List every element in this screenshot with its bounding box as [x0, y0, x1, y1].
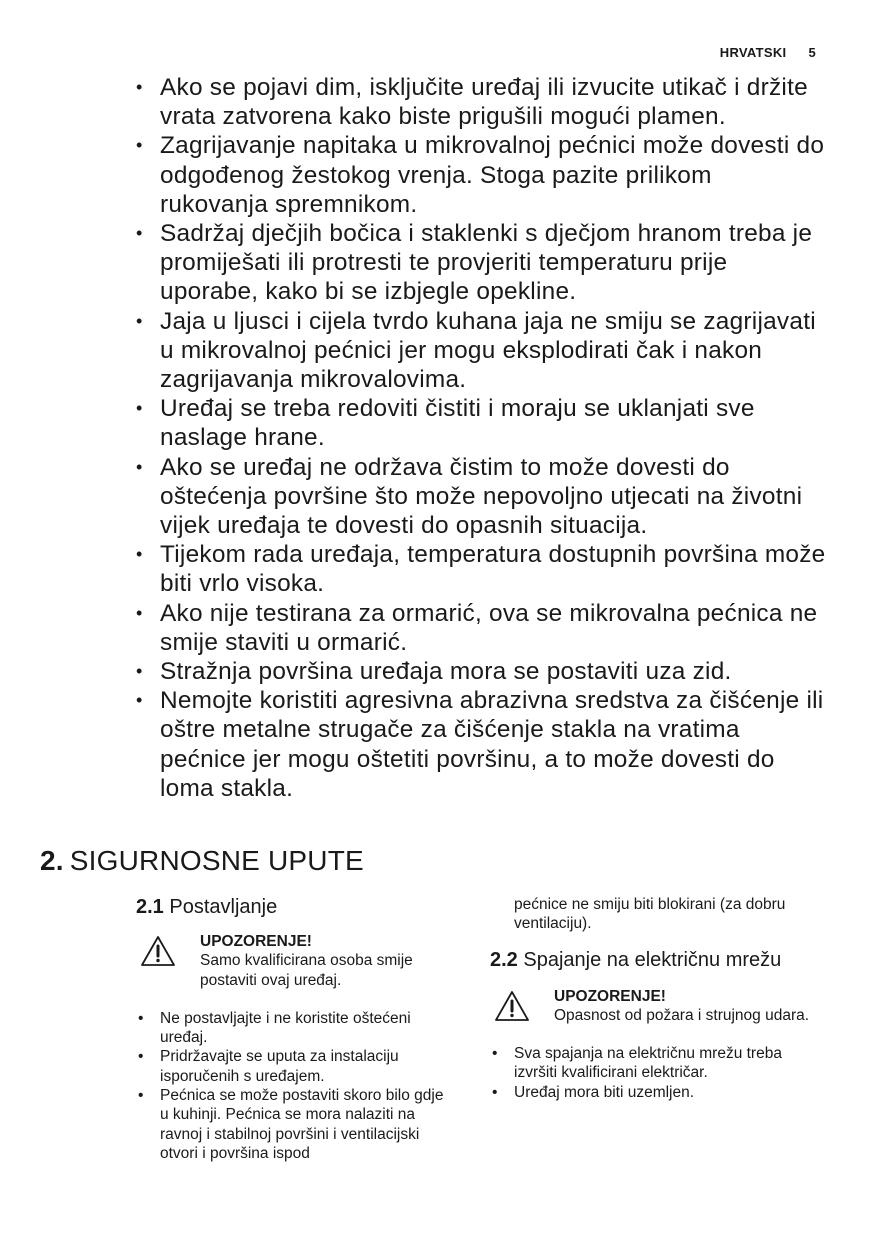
list-item: • Ako se uređaj ne održava čistim to može dovesti do oštećenja površine što može nepovoljno utjecati na životni vijek uređaja te dovesti do opasnih situacija. [136, 453, 826, 541]
list-item: • Uređaj mora biti uzemljen. [490, 1083, 810, 1102]
section-title [40, 845, 364, 877]
warning-box [490, 987, 810, 1026]
list-item: • Nemojte koristiti agresivna abrazivna sredstva za čišćenje ili oštre metalne strugače za čišćenje stakla na vratima pećnice jer mogu oštetiti površinu, a to može dovesti do loma stakla. [136, 686, 826, 803]
left-column [136, 895, 456, 1163]
list-item: • Ako nije testirana za ormarić, ova se mikrovalna pećnica ne smije staviti u ormarić. [136, 599, 826, 657]
section-number: 2. [40, 845, 64, 876]
subsection-title: Spajanje na električnu mrežu [523, 948, 782, 971]
safety-bullet-list [136, 73, 826, 803]
subsection-number: 2.1 [136, 896, 164, 918]
subsection-heading-electrical [490, 948, 810, 973]
list-item: • Ne postavljajte i ne koristite oštećeni uređaj. [136, 1009, 456, 1048]
list-item: • Pridržavajte se uputa za instalaciju isporučenih s uređajem. [136, 1047, 456, 1086]
page-number: 5 [808, 45, 816, 60]
electrical-list [490, 1044, 810, 1102]
warning-box [136, 932, 456, 990]
subsection-title: Postavljanje [169, 896, 278, 918]
list-item: • Jaja u ljusci i cijela tvrdo kuhana jaja ne smiju se zagrijavati u mikrovalnoj pećnici jer mogu eksplodirati čak i nakon zagrijavanja mikrovalovima. [136, 307, 826, 395]
warning-text: Samo kvalificirana osoba smije postaviti ovaj uređaj. [200, 952, 413, 989]
installation-continuation: pećnice ne smiju biti blokirani (za dobru ventilaciju). [514, 896, 786, 933]
page-header [720, 45, 816, 60]
list-item: • Zagrijavanje napitaka u mikrovalnoj pećnici može dovesti do odgođenog žestokog vrenja. Stoga pazite prilikom rukovanja spremnikom. [136, 131, 826, 219]
warning-title: UPOZORENJE! [554, 987, 666, 1005]
list-item: • Ako se pojavi dim, isključite uređaj ili izvucite utikač i držite vrata zatvorena kako biste prigušili mogući plamen. [136, 73, 826, 131]
section-title-text: SIGURNOSNE UPUTE [69, 845, 364, 876]
warning-triangle-icon [494, 990, 530, 1022]
warning-text: Opasnost od požara i strujnog udara. [554, 1006, 810, 1024]
list-item: • Sva spajanja na električnu mrežu treba izvršiti kvalificirani električar. [490, 1044, 810, 1083]
subsection-number: 2.2 [490, 948, 518, 971]
warning-triangle-icon [140, 935, 176, 967]
list-item: • Tijekom rada uređaja, temperatura dostupnih površina može biti vrlo visoka. [136, 540, 826, 598]
list-item: • Uređaj se treba redoviti čistiti i moraju se uklanjati sve naslage hrane. [136, 394, 826, 452]
warning-title: UPOZORENJE! [200, 933, 312, 950]
subsection-heading-installation [136, 895, 456, 920]
installation-list [136, 1009, 456, 1163]
list-item: • Stražnja površina uređaja mora se postaviti uza zid. [136, 657, 826, 686]
list-item: • Pećnica se može postaviti skoro bilo gdje u kuhinji. Pećnica se mora nalaziti na ravnoj i stabilnoj površini i ventilacijski otvori i površina ispod [136, 1086, 456, 1163]
list-item: • Sadržaj dječjih bočica i staklenki s dječjom hranom treba je promiješati ili protresti te provjeriti temperaturu prije uporabe, kako bi se izbjegle opekline. [136, 219, 826, 307]
right-column [490, 895, 810, 1102]
header-language: HRVATSKI [719, 45, 787, 60]
